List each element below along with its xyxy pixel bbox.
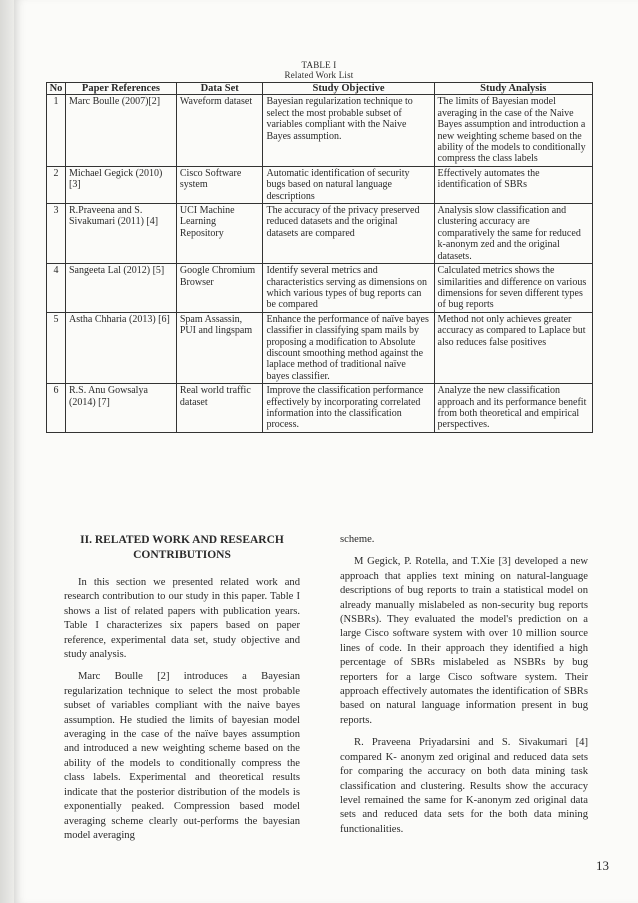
cell-reference: R.Praveena and S. Sivakumari (2011) [4]: [66, 204, 177, 264]
cell-dataset: Real world traffic dataset: [176, 384, 263, 433]
left-column: [64, 533, 300, 851]
table-row: [47, 204, 593, 264]
table-header-row: [47, 83, 593, 95]
cell-reference: Astha Chharia (2013) [6]: [66, 312, 177, 383]
cell-objective: Enhance the performance of naïve bayes classifier in classifying spam mails by proposing a modification to Absolute discount smoothing method against the laplace method of traditional naïve bayes classifier.: [263, 312, 434, 383]
cell-no: 6: [47, 384, 66, 433]
cell-reference: Marc Boulle (2007)[2]: [66, 95, 177, 166]
cell-reference: R.S. Anu Gowsalya (2014) [7]: [66, 384, 177, 433]
cell-objective: Improve the classification performance effectively by incorporating correlated information into the classification process.: [263, 384, 434, 433]
header-study-analysis: Study Analysis: [434, 83, 592, 95]
section-heading: II. RELATED WORK AND RESEARCH CONTRIBUTIONS: [80, 534, 284, 561]
paragraph-continuation: scheme.: [340, 534, 375, 545]
cell-analysis: Analysis slow classification and clustering accuracy are comparatively the same for reduced k-anonym zed and the original datasets.: [434, 204, 592, 264]
cell-analysis: Analyze the new classification approach and its performance benefit from both theoretical and empirical perspectives.: [434, 384, 592, 433]
cell-analysis: Calculated metrics shows the similarities and difference on various dimensions for seven different types of bug reports: [434, 264, 592, 313]
cell-no: 4: [47, 264, 66, 313]
table-row: [47, 384, 593, 433]
paragraph: In this section we presented related work and research contribution to our study in this paper. Table I shows a list of related papers with publication years. Table I characterizes six papers based on paper reference, experimental data set, study objective and study analysis.: [64, 577, 300, 661]
header-no: No: [47, 83, 66, 95]
header-study-objective: Study Objective: [263, 83, 434, 95]
table-row: [47, 166, 593, 203]
cell-no: 5: [47, 312, 66, 383]
table-row: [47, 95, 593, 166]
right-column: [340, 533, 588, 845]
cell-reference: Michael Gegick (2010) [3]: [66, 166, 177, 203]
cell-no: 2: [47, 166, 66, 203]
table-row: [47, 312, 593, 383]
cell-analysis: The limits of Bayesian model averaging in the case of the Naive Bayes assumption and introduction a new weighting scheme based on the ability of the models to conditionally compress the class labels: [434, 95, 592, 166]
paragraph: M Gegick, P. Rotella, and T.Xie [3] developed a new approach that applies text mining on natural-language descriptions of bug reports to train a statistical model on already manually mislabeled as non-security bug reports (NSBRs). They evaluated the model's prediction on a large Cisco software system with over 10 million source lines of code. In their approach they identified a high percentage of SBRs mislabeled as NSBRs by bug reporters for a large Cisco software system. Their approach effectively automates the identification of SBRs based on natural language information present in bug reports.: [340, 556, 588, 726]
cell-objective: Identify several metrics and characteristics serving as dimensions on which various types of bug reports can be compared: [263, 264, 434, 313]
paragraph: R. Praveena Priyadarsini and S. Sivakumari [4] compared K- anonym zed original and reduced data sets for comparing the accuracy on both data mining task classification and clustering. Results show the accuracy level remained the same for K-anonym zed original data sets and reduced data sets for the both data mining functionalities.: [340, 737, 588, 835]
cell-no: 1: [47, 95, 66, 166]
cell-dataset: Waveform dataset: [176, 95, 263, 166]
cell-analysis: Method not only achieves greater accuracy as compared to Laplace but also reduces false positives: [434, 312, 592, 383]
table-caption-title: TABLE I: [301, 60, 337, 70]
cell-dataset: Cisco Software system: [176, 166, 263, 203]
cell-dataset: UCI Machine Learning Repository: [176, 204, 263, 264]
cell-analysis: Effectively automates the identification of SBRs: [434, 166, 592, 203]
table-caption-subtitle: Related Work List: [284, 70, 354, 80]
page-number: 13: [596, 858, 609, 873]
cell-dataset: Google Chromium Browser: [176, 264, 263, 313]
cell-no: 3: [47, 204, 66, 264]
cell-reference: Sangeeta Lal (2012) [5]: [66, 264, 177, 313]
header-paper-references: Paper References: [66, 83, 177, 95]
scan-edge-shadow: [0, 0, 14, 903]
cell-objective: Automatic identification of security bugs based on natural language descriptions: [263, 166, 434, 203]
cell-objective: The accuracy of the privacy preserved reduced datasets and the original datasets are compared: [263, 204, 434, 264]
table-row: [47, 264, 593, 313]
paragraph: Marc Boulle [2] introduces a Bayesian regularization technique to select the most probable subset of variables compliant with the naive bayes assumption. He studied the limits of bayesian model averaging in the case of the naïve bayes assumption and introduced a new weighting scheme based on the ability of the models to conditionally compress the class labels. Experimental and theoretical results indicate that the posterior distribution of the models is exponentially peaked. Compression based model averaging scheme clearly out-performs the bayesian model averaging: [64, 671, 300, 841]
cell-objective: Bayesian regularization technique to select the most probable subset of variables compliant with the Naive Bayes assumption.: [263, 95, 434, 166]
cell-dataset: Spam Assassin, PUI and lingspam: [176, 312, 263, 383]
header-data-set: Data Set: [176, 83, 263, 95]
related-work-table: [46, 82, 593, 433]
